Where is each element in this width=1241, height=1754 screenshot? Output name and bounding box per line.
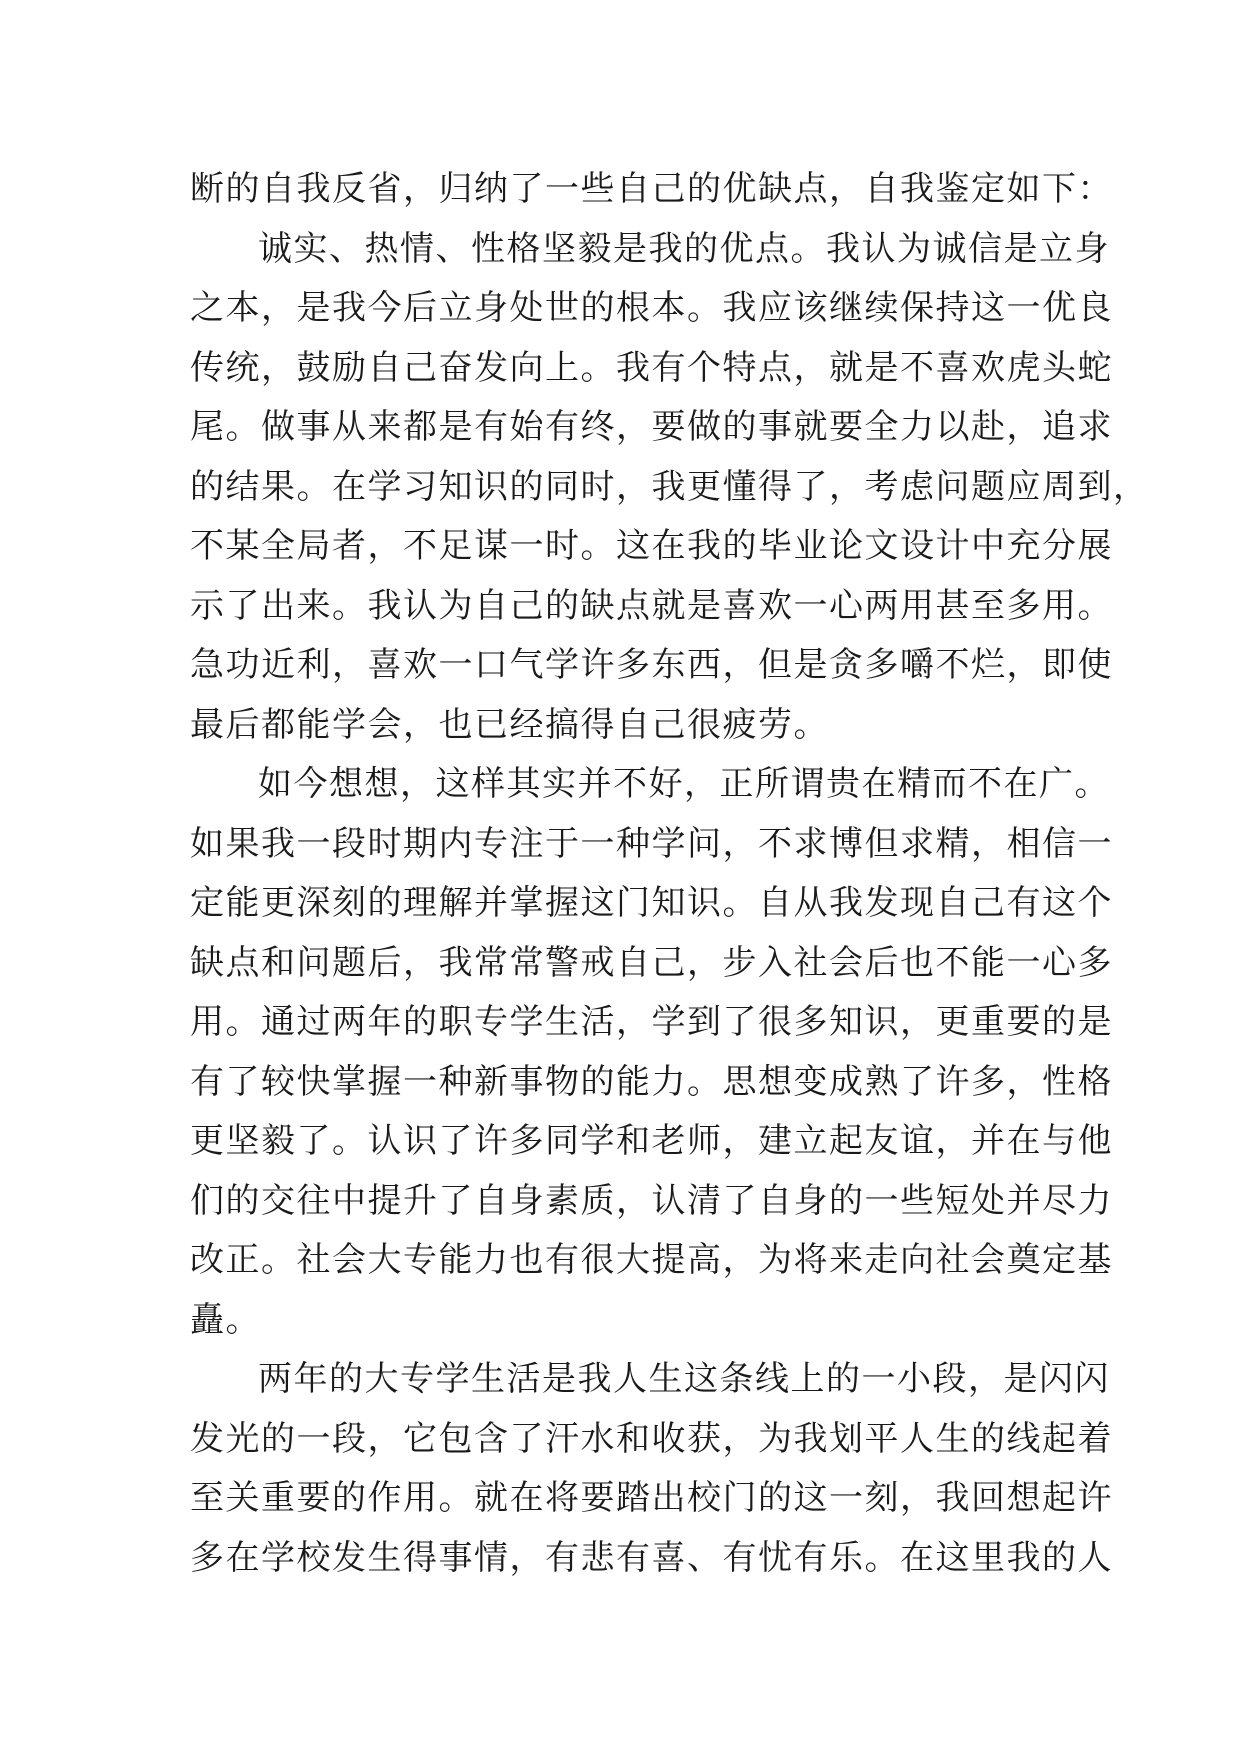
text-line: 不某全局者，不足谋一时。这在我的毕业论文设计中充分展 <box>190 526 1113 566</box>
body-text <box>190 160 1149 1588</box>
text-line: 最后都能学会，也已经搞得自己很疲劳。 <box>190 704 829 745</box>
text-line: 至关重要的作用。就在将要踏出校门的这一刻，我回想起许 <box>190 1478 1113 1518</box>
text-line: 断的自我反省，归纳了一些自己的优缺点，自我鉴定如下： <box>190 169 1113 209</box>
text-line: 定能更深刻的理解并掌握这门知识。自从我发现自己有这个 <box>190 883 1113 923</box>
text-line: 发光的一段，它包含了汗水和收获，为我划平人生的线起着 <box>190 1418 1113 1459</box>
text-line: 们的交往中提升了自身素质，认清了自身的一些短处并尽力 <box>190 1180 1113 1221</box>
text-line: 改正。社会大专能力也有很大提高，为将来走向社会奠定基 <box>190 1240 1113 1280</box>
text-line: 矗。 <box>190 1299 261 1340</box>
text-line: 如果我一段时期内专注于一种学问，不求博但求精，相信一 <box>190 823 1113 864</box>
text-line: 传统，鼓励自己奋发向上。我有个特点，就是不喜欢虎头蛇 <box>190 347 1113 388</box>
text-line: 急功近利，喜欢一口气学许多东西，但是贪多嚼不烂，即使 <box>190 645 1113 685</box>
text-line: 之本，是我今后立身处世的根本。我应该继续保持这一优良 <box>190 288 1113 328</box>
text-line: 用。通过两年的职专学生活，学到了很多知识，更重要的是 <box>190 1002 1113 1042</box>
text-line: 的结果。在学习知识的同时，我更懂得了，考虑问题应周到， <box>190 466 1149 507</box>
text-line: 多在学校发生得事情，有悲有喜、有忧有乐。在这里我的人 <box>190 1537 1113 1578</box>
text-line: 有了较快掌握一种新事物的能力。思想变成熟了许多，性格 <box>190 1061 1113 1102</box>
text-line: 诚实、热情、性格坚毅是我的优点。我认为诚信是立身 <box>258 228 1110 269</box>
text-line: 缺点和问题后，我常常警戒自己，步入社会后也不能一心多 <box>190 942 1113 983</box>
text-line: 两年的大专学生活是我人生这条线上的一小段，是闪闪 <box>258 1359 1110 1399</box>
text-line: 更坚毅了。认识了许多同学和老师，建立起友谊，并在与他 <box>190 1121 1113 1161</box>
text-line: 示了出来。我认为自己的缺点就是喜欢一心两用甚至多用。 <box>190 585 1113 626</box>
text-line: 如今想想，这样其实并不好，正所谓贵在精而不在广。 <box>258 764 1110 804</box>
text-line: 尾。做事从来都是有始有终，要做的事就要全力以赴，追求 <box>190 407 1113 447</box>
